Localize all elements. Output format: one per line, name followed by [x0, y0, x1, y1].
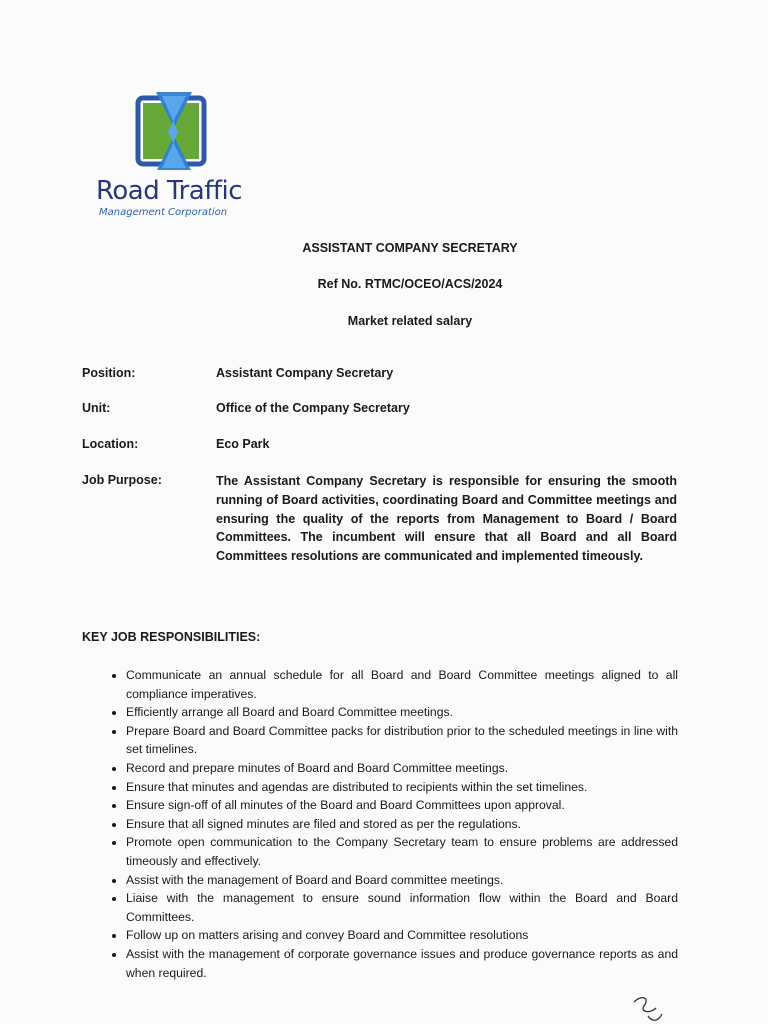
company-logo: [96, 88, 246, 223]
list-item: • Ensure that minutes and agendas are distributed to recipients within the set timelines.: [126, 778, 678, 797]
job-purpose-text: The Assistant Company Secretary is responsible for ensuring the smooth running of Board activities, coordinating Board and Committee meetings and ensuring the quality of the reports from Management to Board / Board Committees. The incumbent will ensure that all Board and all Board Committees resolutions are communicated and implemented timeously.: [216, 474, 677, 564]
list-item: • Efficiently arrange all Board and Board Committee meetings.: [126, 703, 678, 722]
list-item: • Assist with the management of corporate governance issues and produce governance reports as and when required.: [126, 945, 678, 982]
list-item: • Assist with the management of Board and Board committee meetings.: [126, 871, 678, 890]
list-item: • Record and prepare minutes of Board and Board Committee meetings.: [126, 759, 678, 778]
position-value: Assistant Company Secretary: [216, 366, 394, 380]
responsibilities-heading: KEY JOB RESPONSIBILITIES:: [82, 630, 261, 644]
list-item: • Ensure that all signed minutes are filed and stored as per the regulations.: [126, 815, 678, 834]
logo-mark-icon: [134, 88, 208, 170]
salary-text: Market related salary: [347, 314, 473, 328]
unit-value: Office of the Company Secretary: [216, 401, 410, 415]
reference-number: Ref No. RTMC/OCEO/ACS/2024: [317, 277, 503, 291]
document-title: ASSISTANT COMPANY SECRETARY: [302, 241, 518, 255]
list-item: • Promote open communication to the Company Secretary team to ensure problems are addressed timeously and effectively.: [126, 833, 678, 870]
responsibilities-list: [82, 666, 678, 982]
location-value: Eco Park: [216, 437, 270, 451]
list-item: • Ensure sign-off of all minutes of the Board and Board Committees upon approval.: [126, 796, 678, 815]
job-purpose-label: Job Purpose:: [82, 473, 162, 487]
list-item: • Prepare Board and Board Committee packs for distribution prior to the scheduled meetings in line with set timelines.: [126, 722, 678, 759]
location-label: Location:: [82, 437, 139, 451]
signature-mark: [628, 992, 678, 1024]
logo-name: Road Traffic: [96, 176, 243, 206]
position-label: Position:: [82, 366, 136, 380]
logo-subtitle: Management Corporation: [99, 207, 228, 218]
list-item: • Liaise with the management to ensure sound information flow within the Board and Board Committees.: [126, 889, 678, 926]
unit-label: Unit:: [82, 401, 111, 415]
list-item: • Communicate an annual schedule for all Board and Board Committee meetings aligned to all compliance imperatives.: [126, 666, 678, 703]
list-item: • Follow up on matters arising and convey Board and Committee resolutions: [126, 926, 678, 945]
